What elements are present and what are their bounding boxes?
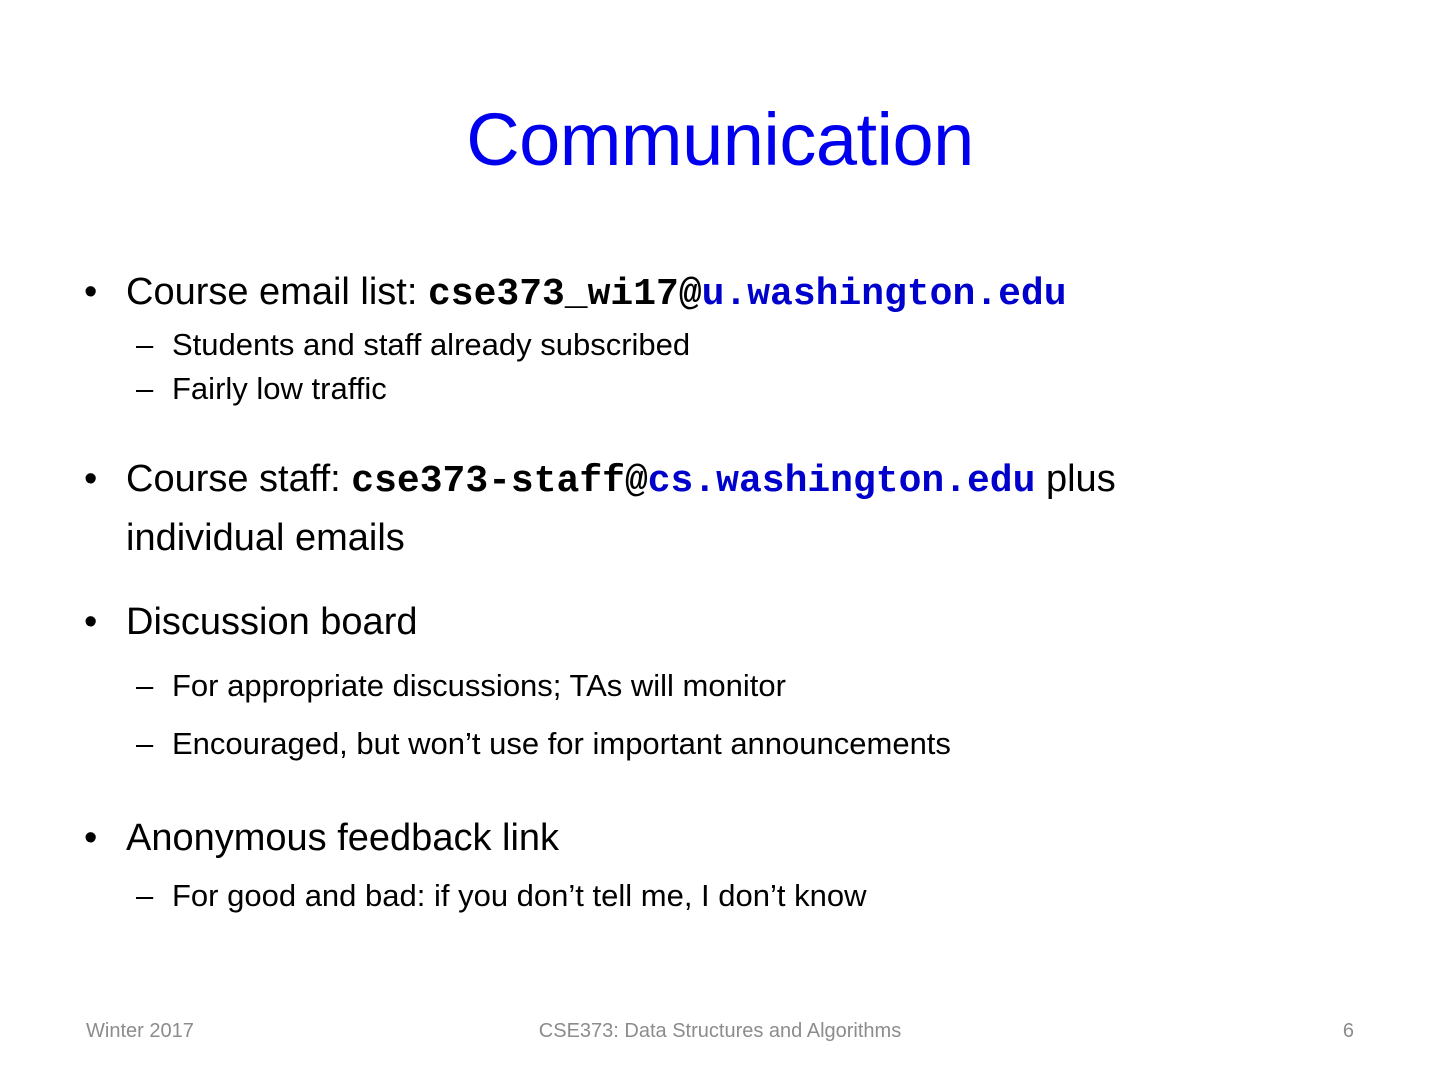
sub-bullet-text: For appropriate discussions; TAs will monitor — [172, 668, 786, 703]
sub-bullet — [84, 664, 1374, 708]
email-domain: cs.washington.edu — [647, 460, 1036, 503]
slide-title: Communication — [466, 98, 974, 181]
bullet-continuation — [84, 510, 1374, 566]
dash-glyph: – — [136, 668, 154, 703]
sub-bullet-text: For good and bad: if you don’t tell me, I don’t know — [172, 878, 867, 913]
bullet-text: Course staff: — [126, 458, 352, 500]
footer-page-number: 6 — [1342, 1020, 1354, 1042]
dash-glyph: – — [136, 371, 154, 406]
sub-bullet-text: Fairly low traffic — [172, 371, 387, 406]
bullet-anonymous-feedback — [84, 810, 1374, 866]
email-local-part: cse373_wi17@ — [427, 273, 702, 316]
bullet-continuation-text: individual emails — [126, 517, 405, 559]
bullet-glyph: • — [84, 271, 98, 313]
bullet-suffix: plus — [1035, 458, 1116, 500]
bullet-text: Course email list: — [126, 271, 428, 313]
footer-course-title: CSE373: Data Structures and Algorithms — [538, 1020, 902, 1042]
bullet-glyph: • — [84, 817, 98, 859]
bullet-text: Anonymous feedback link — [126, 817, 560, 859]
bullet-text: Discussion board — [126, 601, 418, 643]
sub-bullet — [84, 722, 1374, 766]
bullet-glyph: • — [84, 601, 98, 643]
email-domain: u.washington.edu — [701, 273, 1067, 316]
bullet-course-staff — [84, 451, 1374, 510]
sub-bullet — [84, 874, 1374, 918]
sub-bullet — [84, 323, 1374, 367]
sub-bullet — [84, 367, 1374, 411]
bullet-glyph: • — [84, 458, 98, 500]
sub-bullet-text: Encouraged, but won’t use for important announcements — [172, 726, 951, 761]
sub-bullet-text: Students and staff already subscribed — [172, 327, 691, 362]
footer-date: Winter 2017 — [86, 1020, 194, 1042]
dash-glyph: – — [136, 327, 154, 362]
email-local-part: cse373-staff@ — [351, 460, 648, 503]
bullet-course-email — [84, 264, 1374, 323]
bullet-discussion-board — [84, 594, 1374, 650]
dash-glyph: – — [136, 726, 154, 761]
slide-body — [84, 264, 1374, 918]
dash-glyph: – — [136, 878, 154, 913]
